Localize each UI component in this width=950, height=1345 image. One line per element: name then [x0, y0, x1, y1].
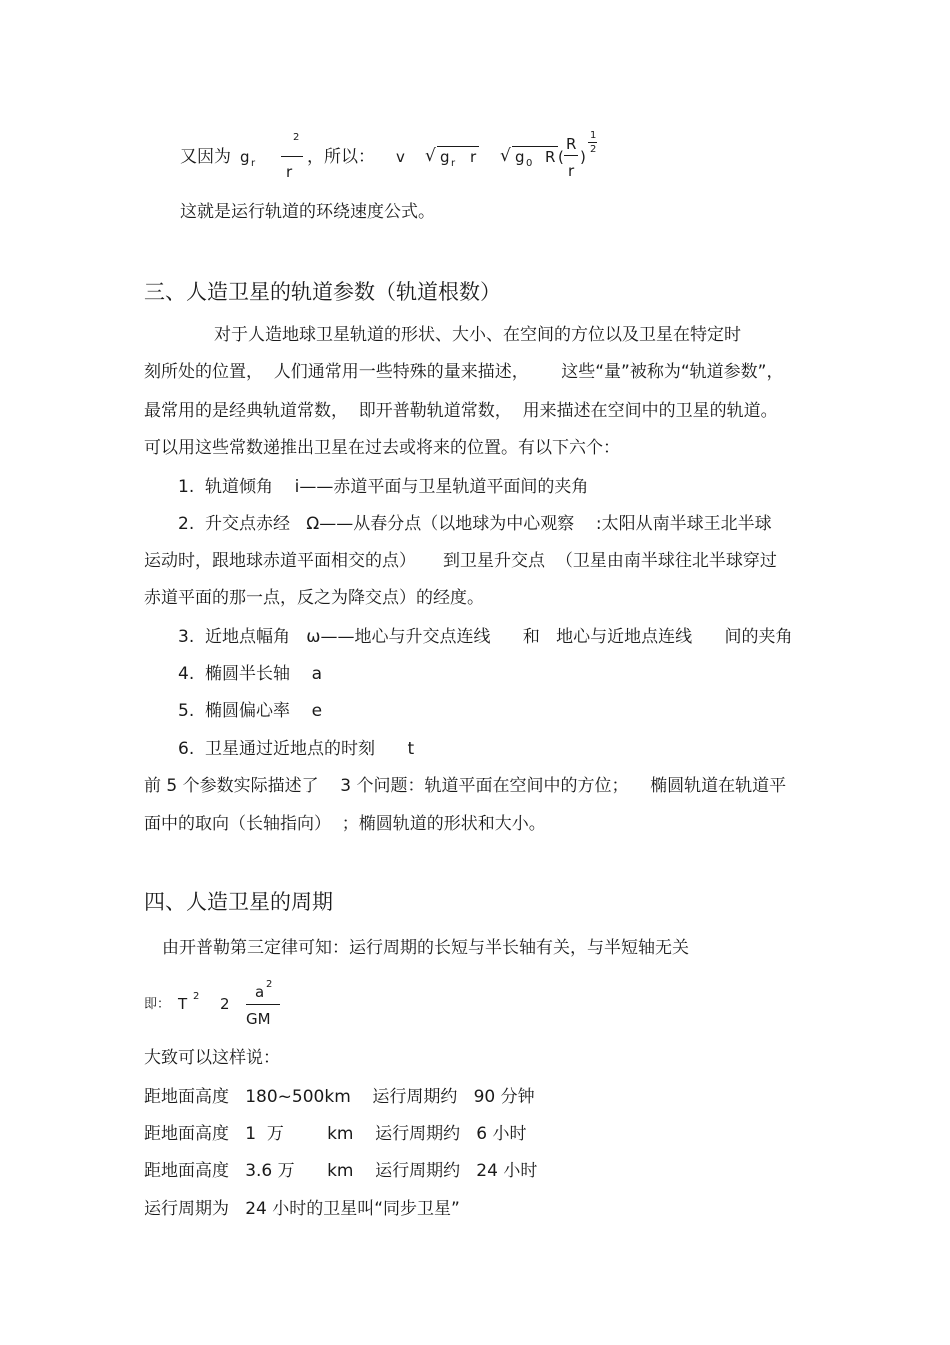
list-item: 6. 卫星通过近地点的时刻 t	[178, 739, 415, 759]
formula-num-a: a	[255, 983, 265, 1001]
sqrt-icon: √	[425, 146, 436, 166]
fraction-bar	[588, 142, 597, 143]
paragraph-line: 刻所处的位置， 人们通常用一些特殊的量来描述， 这些“量”被称为“轨道参数”，	[144, 362, 784, 382]
paragraph-line: 前 5 个参数实际描述了 3 个问题：轨道平面在空间中的方位； 椭圆轨道在轨道平	[144, 776, 787, 796]
period-row: 距地面高度 180~500km 运行周期约 90 分钟	[144, 1087, 535, 1107]
formula-den-r: r	[286, 163, 293, 181]
list-item: 2. 升交点赤经 Ω——从春分点（以地球为中心观察 :太阳从南半球王北半球	[178, 514, 772, 534]
formula-prefix: 又因为	[180, 147, 231, 167]
paragraph-line: 由开普勒第三定律可知：运行周期的长短与半长轴有关，与半短轴无关	[162, 938, 689, 958]
rad2-g: g	[515, 148, 525, 166]
list-item: 1. 轨道倾角 i——赤道平面与卫星轨道平面间的夹角	[178, 477, 589, 497]
section3-heading: 三、人造卫星的轨道参数（轨道根数）	[144, 280, 501, 304]
paragraph-line: 运行周期为 24 小时的卫星叫“同步卫星”	[144, 1199, 460, 1219]
frac-r: r	[568, 162, 575, 180]
formula-den: GM	[246, 1010, 271, 1028]
formula-prefix: 即：	[144, 997, 171, 1012]
period-row: 距地面高度 3.6 万 km 运行周期约 24 小时	[144, 1161, 538, 1181]
paragraph-line: 面中的取向（长轴指向） ；椭圆轨道的形状和大小。	[144, 814, 546, 834]
fraction-bar	[564, 155, 578, 156]
rad2-sub: 0	[526, 158, 533, 169]
formula-sep: ，所以：	[307, 147, 375, 167]
exp-num: 1	[590, 130, 597, 141]
formula-T-exp: 2	[193, 991, 200, 1002]
formula-T: T	[178, 995, 188, 1013]
formula-num-exp: 2	[266, 979, 273, 990]
list-item: 5. 椭圆偏心率 e	[178, 701, 323, 721]
formula-g-sub: r	[251, 158, 256, 169]
paragraph-line: 最常用的是经典轨道常数， 即开普勒轨道常数， 用来描述在空间中的卫星的轨道。	[144, 401, 778, 421]
fraction-bar	[281, 156, 303, 157]
paragraph-line: 大致可以这样说：	[144, 1048, 280, 1068]
list-item: 4. 椭圆半长轴 a	[178, 664, 323, 684]
list-item: 3. 近地点幅角 ω——地心与升交点连线 和 地心与近地点连线 间的夹角	[178, 627, 793, 647]
paren-open: (	[558, 148, 564, 166]
frac-R: R	[566, 135, 577, 153]
list-item-continued: 运动时，跟地球赤道平面相交的点） 到卫星升交点 （卫星由南半球往北半球穿过	[144, 551, 777, 571]
paragraph-line: 可以用这些常数递推出卫星在过去或将来的位置。有以下六个：	[144, 438, 620, 458]
sqrt-icon: √	[500, 146, 511, 166]
rad1-sub: r	[451, 158, 456, 169]
formula-exp: 2	[293, 132, 300, 143]
rad2-R: R	[545, 148, 556, 166]
rad1-g: g	[440, 148, 450, 166]
sqrt-bar	[437, 146, 479, 147]
formula-description: 这就是运行轨道的环绕速度公式。	[180, 202, 435, 222]
exp-den: 2	[590, 144, 597, 155]
section4-heading: 四、人造卫星的周期	[144, 890, 333, 914]
paragraph-line: 对于人造地球卫星轨道的形状、大小、在空间的方位以及卫星在特定时	[214, 325, 741, 345]
list-item-continued: 赤道平面的那一点，反之为降交点）的经度。	[144, 588, 484, 608]
formula-v: v	[396, 148, 405, 166]
formula-g: g	[240, 148, 250, 166]
fraction-bar	[246, 1004, 280, 1005]
formula-two: 2	[220, 995, 230, 1013]
paren-close: )	[580, 148, 586, 166]
period-row: 距地面高度 1 万 km 运行周期约 6 小时	[144, 1124, 527, 1144]
rad1-r: r	[470, 148, 477, 166]
sqrt-bar	[512, 146, 558, 147]
